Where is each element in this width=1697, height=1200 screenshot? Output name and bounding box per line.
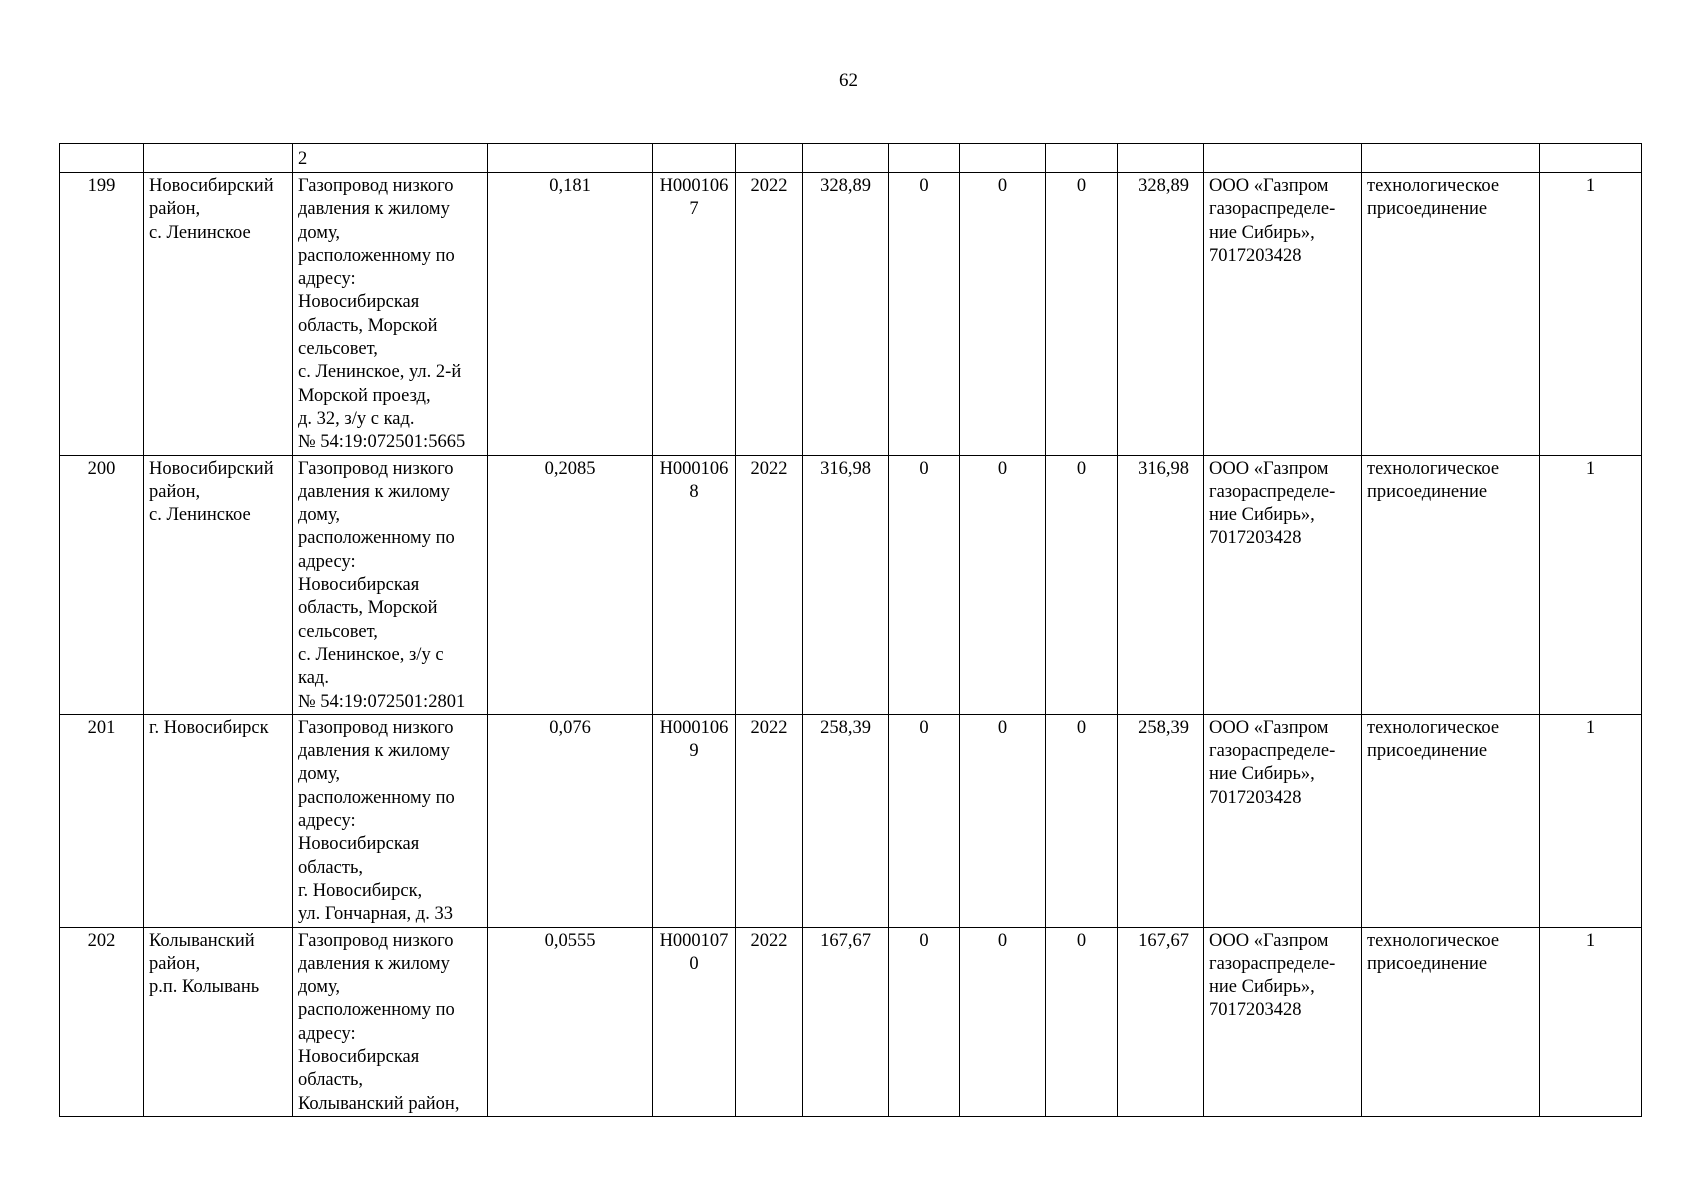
cell-purpose-line: присоединение — [1367, 199, 1488, 220]
cell-purpose — [1362, 455, 1540, 714]
header-cell — [60, 144, 144, 173]
header-cell — [1046, 144, 1118, 173]
cell-object-description-line: № 54:19:072501:5665 — [298, 432, 466, 453]
cell-total: 167,67 — [803, 927, 889, 1116]
cell-object-description — [293, 173, 488, 456]
cell-object-description-line: область, — [298, 1070, 364, 1091]
cell-organization-line: ние Сибирь», — [1209, 977, 1315, 998]
cell-value-3: 0 — [1046, 927, 1118, 1116]
cell-organization — [1204, 927, 1362, 1116]
cell-code — [653, 455, 736, 714]
cell-number: 201 — [60, 714, 144, 927]
cell-object-description-line: с. Ленинское, ул. 2-й — [298, 362, 462, 383]
cell-code-line: Н000106 — [659, 717, 729, 738]
cell-code — [653, 927, 736, 1116]
cell-organization — [1204, 173, 1362, 456]
cell-code-line: 8 — [689, 481, 699, 502]
cell-purpose — [1362, 173, 1540, 456]
cell-purpose-line: технологическое — [1367, 458, 1500, 479]
cell-organization-line: 7017203428 — [1209, 787, 1302, 808]
cell-total: 316,98 — [803, 455, 889, 714]
cell-year: 2022 — [736, 455, 803, 714]
cell-purpose-line: технологическое — [1367, 717, 1500, 738]
cell-object-description-line: с. Ленинское, з/у с — [298, 644, 444, 665]
cell-code — [653, 173, 736, 456]
cell-code-line: 7 — [689, 199, 699, 220]
cell-code-line: Н000106 — [659, 176, 729, 196]
header-cell — [653, 144, 736, 173]
cell-object-description-line: сельсовет, — [298, 621, 378, 642]
cell-object-description-line: Газопровод низкого — [298, 176, 454, 196]
cell-object-description-line: расположенному по — [298, 1000, 455, 1021]
cell-object-description-line: область, Морской — [298, 598, 438, 619]
cell-value-4: 316,98 — [1118, 455, 1204, 714]
cell-object-description-line: область, — [298, 857, 364, 878]
cell-object-description-line: адресу: — [298, 1023, 356, 1044]
cell-number: 202 — [60, 927, 144, 1116]
cell-value-1: 0 — [889, 173, 960, 456]
gas-pipeline-table — [59, 143, 1642, 1117]
cell-district-line: с. Ленинское — [149, 505, 251, 526]
cell-object-description-line: давления к жилому — [298, 481, 450, 502]
cell-object-description-line: Газопровод низкого — [298, 930, 454, 951]
cell-object-description-line: давления к жилому — [298, 199, 450, 220]
cell-total: 258,39 — [803, 714, 889, 927]
cell-district-line: Колыванский — [149, 930, 255, 951]
cell-object-description-line: расположенному по — [298, 787, 455, 808]
cell-count: 1 — [1540, 173, 1642, 456]
cell-district-line: с. Ленинское — [149, 222, 251, 243]
cell-object-description-line: дому, — [298, 222, 341, 243]
cell-value-2: 0 — [960, 714, 1046, 927]
cell-district-line: г. Новосибирск — [149, 717, 269, 738]
header-cell — [1118, 144, 1204, 173]
page-number: 62 — [839, 70, 858, 91]
cell-count: 1 — [1540, 455, 1642, 714]
cell-value-3: 0 — [1046, 455, 1118, 714]
cell-object-description-line: адресу: — [298, 269, 356, 290]
cell-organization — [1204, 714, 1362, 927]
table-header-row — [60, 144, 1642, 173]
cell-purpose-line: присоединение — [1367, 481, 1488, 502]
cell-value-1: 0 — [889, 714, 960, 927]
cell-length: 0,181 — [488, 173, 653, 456]
cell-code-line: Н000106 — [659, 458, 729, 479]
cell-district — [144, 714, 293, 927]
cell-object-description-line: дому, — [298, 977, 341, 998]
cell-value-1: 0 — [889, 455, 960, 714]
cell-object-description-line: Колыванский район, — [298, 1093, 460, 1114]
cell-count: 1 — [1540, 714, 1642, 927]
cell-district-line: район, — [149, 953, 201, 974]
cell-code-line: 9 — [689, 741, 699, 762]
cell-code — [653, 714, 736, 927]
cell-length: 0,0555 — [488, 927, 653, 1116]
header-cell — [736, 144, 803, 173]
cell-organization-line: ние Сибирь», — [1209, 222, 1315, 243]
cell-object-description-line: Новосибирская — [298, 292, 420, 313]
cell-organization-line: газораспределе- — [1209, 481, 1336, 502]
cell-organization-line: ООО «Газпром — [1209, 176, 1329, 196]
cell-object-description — [293, 714, 488, 927]
cell-object-description-line: адресу: — [298, 551, 356, 572]
cell-object-description-line: г. Новосибирск, — [298, 880, 423, 901]
cell-purpose-line: присоединение — [1367, 953, 1488, 974]
cell-organization-line: газораспределе- — [1209, 199, 1336, 220]
cell-district-line: район, — [149, 481, 201, 502]
cell-purpose — [1362, 927, 1540, 1116]
table-row — [60, 927, 1642, 1116]
cell-value-2: 0 — [960, 173, 1046, 456]
cell-district — [144, 927, 293, 1116]
cell-count: 1 — [1540, 927, 1642, 1116]
cell-value-3: 0 — [1046, 173, 1118, 456]
cell-object-description-line: Газопровод низкого — [298, 458, 454, 479]
cell-object-description-line: Новосибирская — [298, 575, 420, 596]
cell-object-description-line: ул. Гончарная, д. 33 — [298, 904, 453, 925]
table-row — [60, 455, 1642, 714]
cell-object-description-line: Новосибирская — [298, 834, 420, 855]
cell-district-line: р.п. Колывань — [149, 977, 260, 998]
cell-object-description-line: сельсовет, — [298, 339, 378, 360]
cell-district — [144, 455, 293, 714]
cell-purpose-line: технологическое — [1367, 176, 1500, 196]
cell-organization — [1204, 455, 1362, 714]
cell-object-description-line: адресу: — [298, 811, 356, 832]
cell-organization-line: ООО «Газпром — [1209, 930, 1329, 951]
cell-organization-line: ООО «Газпром — [1209, 717, 1329, 738]
header-cell — [144, 144, 293, 173]
cell-district-line: район, — [149, 199, 201, 220]
cell-value-3: 0 — [1046, 714, 1118, 927]
cell-organization-line: ние Сибирь», — [1209, 505, 1315, 526]
header-cell — [1204, 144, 1362, 173]
cell-object-description — [293, 927, 488, 1116]
cell-purpose-line: технологическое — [1367, 930, 1500, 951]
cell-value-2: 0 — [960, 927, 1046, 1116]
cell-object-description-line: дому, — [298, 505, 341, 526]
cell-object-description-line: расположенному по — [298, 245, 455, 266]
cell-year: 2022 — [736, 714, 803, 927]
header-cell — [1362, 144, 1540, 173]
cell-number: 200 — [60, 455, 144, 714]
cell-value-4: 328,89 — [1118, 173, 1204, 456]
header-cell — [960, 144, 1046, 173]
cell-purpose — [1362, 714, 1540, 927]
header-cell — [488, 144, 653, 173]
cell-value-2: 0 — [960, 455, 1046, 714]
header-cell — [803, 144, 889, 173]
cell-object-description — [293, 455, 488, 714]
cell-organization-line: ООО «Газпром — [1209, 458, 1329, 479]
header-cell — [889, 144, 960, 173]
cell-organization-line: 7017203428 — [1209, 1000, 1302, 1021]
cell-total: 328,89 — [803, 173, 889, 456]
cell-code-line: Н000107 — [659, 930, 729, 951]
cell-object-description-line: Морской проезд, — [298, 385, 431, 406]
cell-district-line: Новосибирский — [149, 176, 274, 196]
table-body — [60, 173, 1642, 1117]
cell-code-line: 0 — [689, 953, 699, 974]
header-cell — [1540, 144, 1642, 173]
cell-organization-line: 7017203428 — [1209, 528, 1302, 549]
cell-object-description-line: давления к жилому — [298, 953, 450, 974]
cell-number: 199 — [60, 173, 144, 456]
header-cell-column-number: 2 — [293, 144, 488, 173]
table-row — [60, 714, 1642, 927]
cell-object-description-line: Новосибирская — [298, 1046, 420, 1067]
cell-purpose-line: присоединение — [1367, 741, 1488, 762]
cell-value-4: 167,67 — [1118, 927, 1204, 1116]
cell-year: 2022 — [736, 173, 803, 456]
cell-object-description-line: область, Морской — [298, 315, 438, 336]
cell-length: 0,2085 — [488, 455, 653, 714]
cell-organization-line: газораспределе- — [1209, 741, 1336, 762]
cell-value-4: 258,39 — [1118, 714, 1204, 927]
cell-object-description-line: кад. — [298, 668, 329, 689]
cell-value-1: 0 — [889, 927, 960, 1116]
cell-object-description-line: № 54:19:072501:2801 — [298, 691, 466, 712]
cell-object-description-line: д. 32, з/у с кад. — [298, 408, 415, 429]
cell-object-description-line: дому, — [298, 764, 341, 785]
cell-object-description-line: расположенному по — [298, 528, 455, 549]
cell-length: 0,076 — [488, 714, 653, 927]
cell-object-description-line: давления к жилому — [298, 741, 450, 762]
cell-year: 2022 — [736, 927, 803, 1116]
cell-organization-line: ние Сибирь», — [1209, 764, 1315, 785]
cell-organization-line: газораспределе- — [1209, 953, 1336, 974]
cell-object-description-line: Газопровод низкого — [298, 717, 454, 738]
cell-district-line: Новосибирский — [149, 458, 274, 479]
cell-organization-line: 7017203428 — [1209, 245, 1302, 266]
cell-district — [144, 173, 293, 456]
table-row — [60, 173, 1642, 456]
